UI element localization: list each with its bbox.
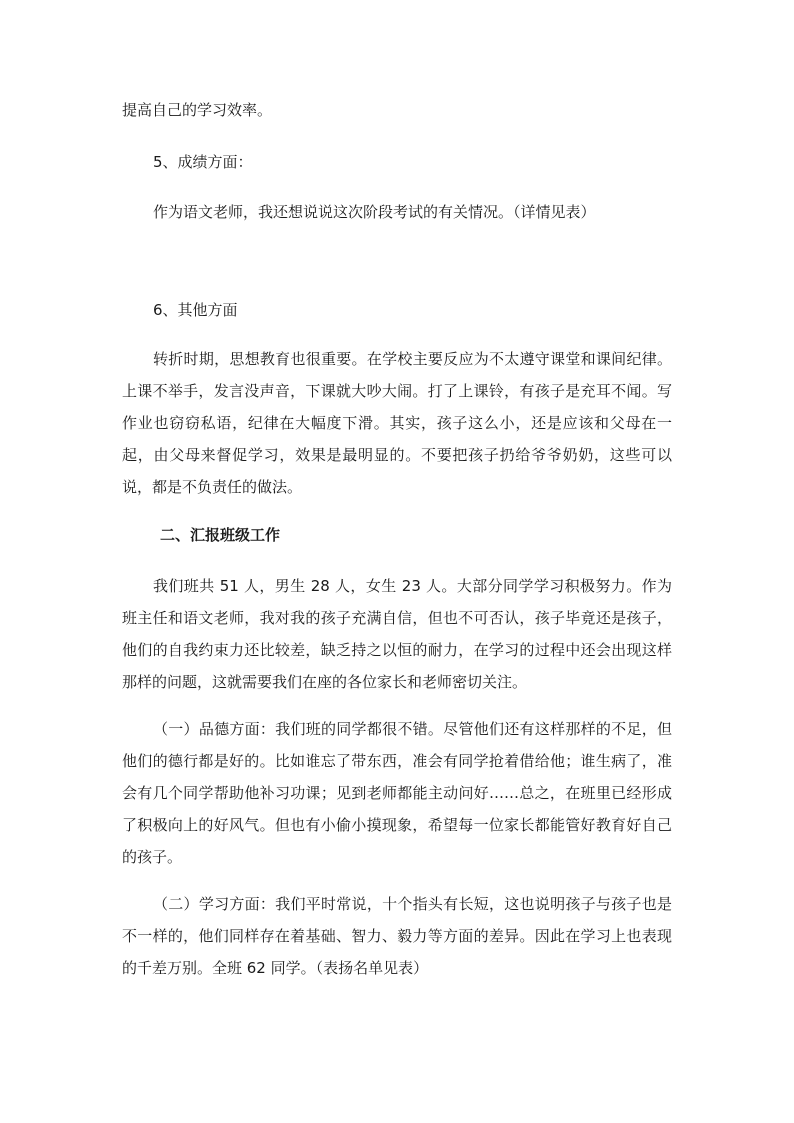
item-6-body: 转折时期，思想教育也很重要。在学校主要反应为不太遵守课堂和课间纪律。上课不举手，发言没声音，下课就大吵大闹。打了上课铃，有孩子是充耳不闻。写作业也窃窃私语，纪律在大幅度下滑。其实，孩子这么小，还是应该和父母在一起，由父母来督促学习，效果是最明显的。不要把孩子扔给爷爷奶奶，这些可以说，都是不负责任的做法。 xyxy=(122,350,672,496)
item-6-title: 6、其他方面 xyxy=(153,301,238,319)
item-5-title: 5、成绩方面： xyxy=(153,153,253,171)
section-2-body: 我们班共 51 人，男生 28 人，女生 23 人。大部分同学学习积极努力。作为班主任和语文老师，我对我的孩子充满自信，但也不可否认，孩子毕竟还是孩子，他们的自我约束力还比较差，缺乏持之以恒的耐力，在学习的过程中还会出现这样那样的问题，这就需要我们在座的各位家长和老师密切关注。 xyxy=(122,577,672,691)
part-1-body: （一）品德方面：我们班的同学都很不错。尽管他们还有这样那样的不足，但他们的德行都是好的。比如谁忘了带东西，准会有同学抢着借给他；谁生病了，准会有几个同学帮助他补习功课；见到老师都能主动问好……总之，在班里已经形成了积极向上的好风气。但也有小偷小摸现象，希望每一位家长都能管好教育好自己的孩子。 xyxy=(122,720,672,866)
item-5-body: 作为语文老师，我还想说说这次阶段考试的有关情况。（详情见表） xyxy=(153,203,596,221)
carryover-line: 提高自己的学习效率。 xyxy=(122,101,273,119)
section-2-heading: 二、汇报班级工作 xyxy=(160,526,281,544)
part-2-body: （二）学习方面：我们平时常说，十个指头有长短，这也说明孩子与孩子也是不一样的，他们同样存在着基础、智力、毅力等方面的差异。因此在学习上也表现的千差万别。全班 62 同学。（表扬名单见表） xyxy=(122,895,672,977)
